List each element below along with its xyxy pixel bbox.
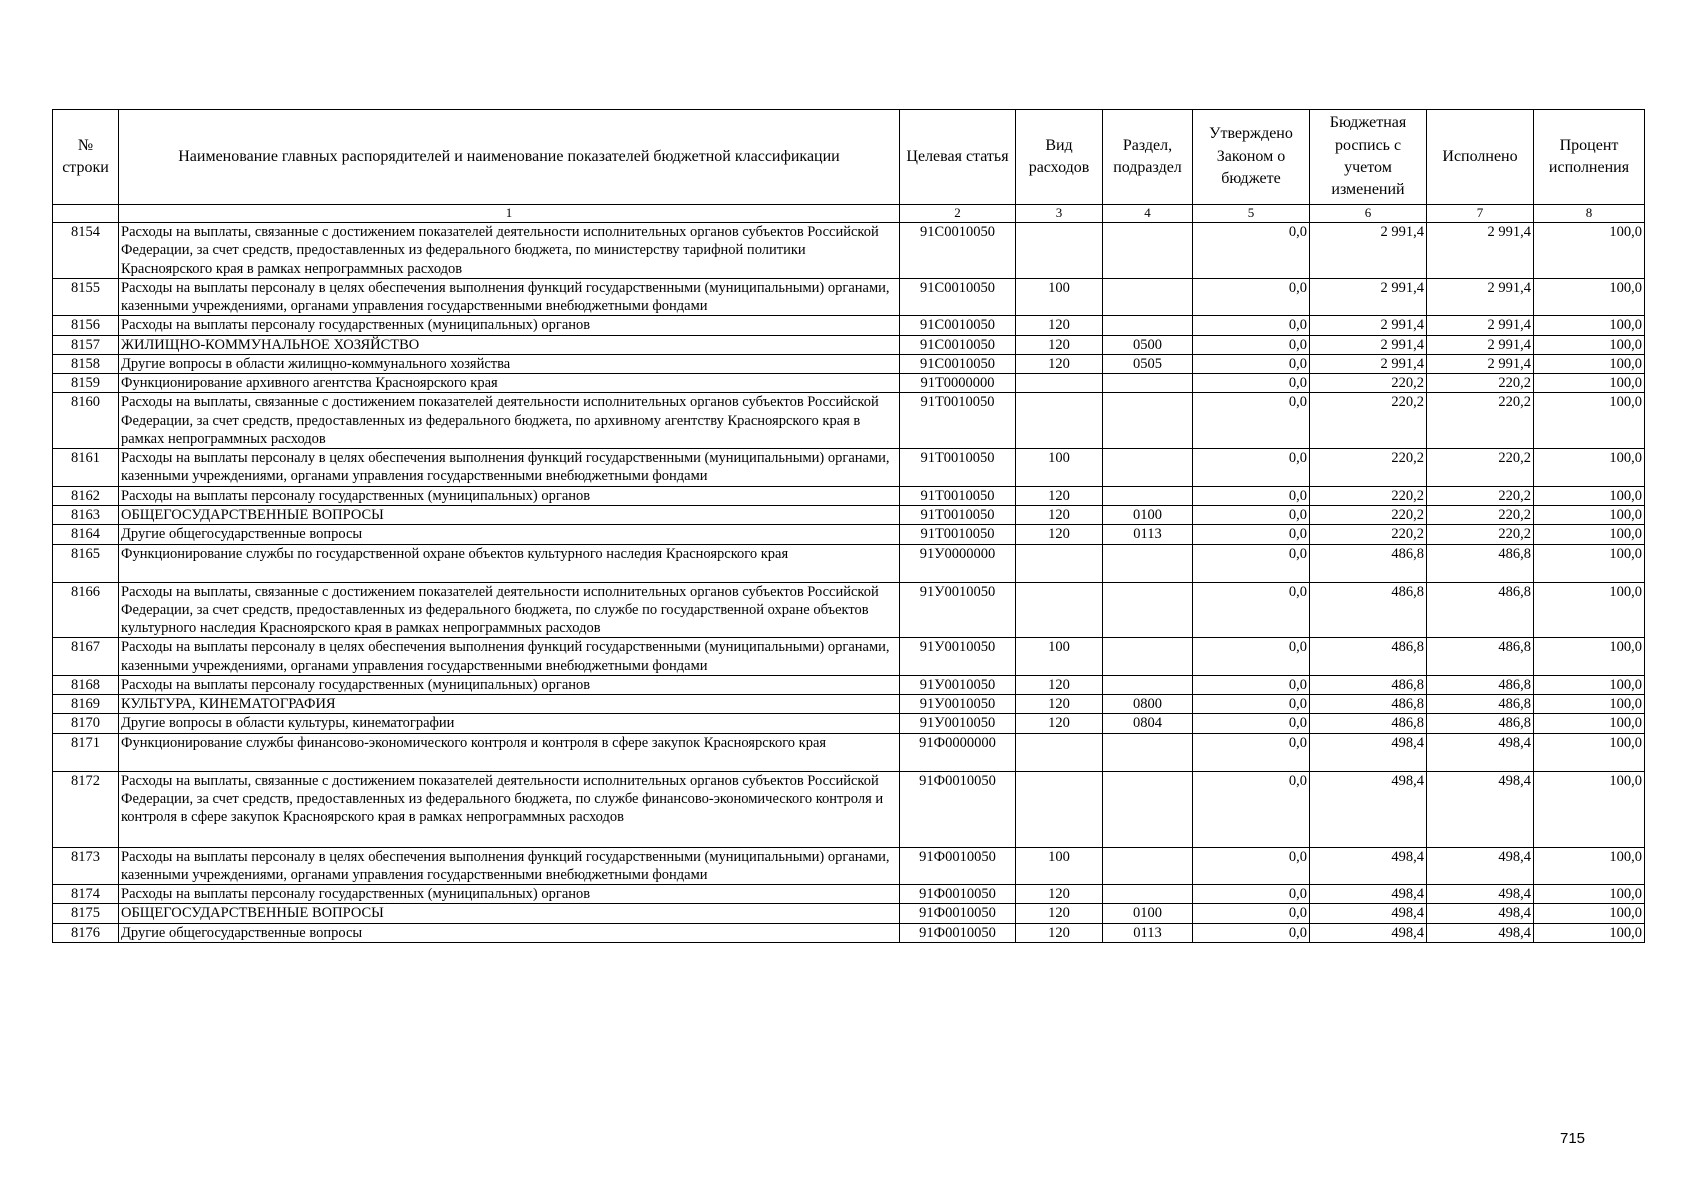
row-name-cell: Расходы на выплаты персоналу государственных (муниципальных) органов: [119, 675, 900, 694]
executed-amount-cell: 2 991,4: [1427, 354, 1534, 373]
row-name-cell: ОБЩЕГОСУДАРСТВЕННЫЕ ВОПРОСЫ: [119, 904, 900, 923]
percent-cell: 100,0: [1534, 904, 1645, 923]
section-cell: [1103, 771, 1193, 847]
percent-cell: 100,0: [1534, 771, 1645, 847]
section-cell: [1103, 278, 1193, 316]
table-row: [53, 354, 1645, 373]
expense-type-cell: 120: [1016, 316, 1103, 335]
executed-amount-cell: 498,4: [1427, 847, 1534, 885]
section-cell: [1103, 223, 1193, 279]
target-article-cell: 91Т0000000: [900, 374, 1016, 393]
section-cell: [1103, 316, 1193, 335]
approved-amount-cell: 0,0: [1193, 393, 1310, 449]
row-number-cell: 8157: [53, 335, 119, 354]
table-row: [53, 733, 1645, 771]
row-number-cell: 8170: [53, 714, 119, 733]
target-article-cell: 91С0010050: [900, 223, 1016, 279]
target-article-cell: 91У0010050: [900, 638, 1016, 676]
target-article-cell: 91Ф0010050: [900, 885, 1016, 904]
expense-type-cell: 120: [1016, 714, 1103, 733]
row-name-cell: КУЛЬТУРА, КИНЕМАТОГРАФИЯ: [119, 695, 900, 714]
executed-amount-cell: 498,4: [1427, 885, 1534, 904]
section-cell: [1103, 393, 1193, 449]
section-cell: 0804: [1103, 714, 1193, 733]
approved-amount-cell: 0,0: [1193, 904, 1310, 923]
expense-type-cell: 100: [1016, 638, 1103, 676]
column-number: 5: [1193, 205, 1310, 223]
budget-schedule-cell: 220,2: [1310, 374, 1427, 393]
table-row: [53, 582, 1645, 638]
approved-amount-cell: 0,0: [1193, 486, 1310, 505]
approved-amount-cell: 0,0: [1193, 505, 1310, 524]
target-article-cell: 91С0010050: [900, 335, 1016, 354]
approved-amount-cell: 0,0: [1193, 544, 1310, 582]
section-cell: [1103, 675, 1193, 694]
executed-amount-cell: 2 991,4: [1427, 335, 1534, 354]
page-number: 715: [1560, 1130, 1586, 1147]
header-expense-type: Вид расходов: [1016, 110, 1103, 205]
table-row: [53, 923, 1645, 942]
table-row: [53, 695, 1645, 714]
row-name-cell: Функционирование архивного агентства Красноярского края: [119, 374, 900, 393]
target-article-cell: 91С0010050: [900, 278, 1016, 316]
row-number-cell: 8160: [53, 393, 119, 449]
target-article-cell: 91Т0010050: [900, 505, 1016, 524]
percent-cell: 100,0: [1534, 582, 1645, 638]
target-article-cell: 91У0000000: [900, 544, 1016, 582]
executed-amount-cell: 2 991,4: [1427, 316, 1534, 335]
row-number-cell: 8175: [53, 904, 119, 923]
section-cell: [1103, 733, 1193, 771]
row-number-cell: 8174: [53, 885, 119, 904]
percent-cell: 100,0: [1534, 335, 1645, 354]
expense-type-cell: 120: [1016, 675, 1103, 694]
section-cell: 0113: [1103, 923, 1193, 942]
budget-schedule-cell: 486,8: [1310, 695, 1427, 714]
table-row: [53, 278, 1645, 316]
column-number: 4: [1103, 205, 1193, 223]
column-number: 1: [119, 205, 900, 223]
budget-schedule-cell: 498,4: [1310, 904, 1427, 923]
approved-amount-cell: 0,0: [1193, 449, 1310, 487]
header-section: Раздел, подраздел: [1103, 110, 1193, 205]
executed-amount-cell: 498,4: [1427, 771, 1534, 847]
row-name-cell: Другие вопросы в области жилищно-коммунального хозяйства: [119, 354, 900, 373]
executed-amount-cell: 498,4: [1427, 923, 1534, 942]
header-percent: Процент исполнения: [1534, 110, 1645, 205]
row-number-cell: 8155: [53, 278, 119, 316]
approved-amount-cell: 0,0: [1193, 675, 1310, 694]
table-row: [53, 525, 1645, 544]
row-name-cell: Расходы на выплаты, связанные с достижением показателей деятельности исполнительных органов субъектов Российской Федерации, за счет средств, предоставленных из федерального бюджета, по службе финансово-экономического контроля и контроля в сфере закупок Красноярского края в рамках непрограммных расходов: [119, 771, 900, 847]
target-article-cell: 91Т0010050: [900, 393, 1016, 449]
executed-amount-cell: 486,8: [1427, 582, 1534, 638]
approved-amount-cell: 0,0: [1193, 335, 1310, 354]
expense-type-cell: [1016, 393, 1103, 449]
executed-amount-cell: 220,2: [1427, 525, 1534, 544]
target-article-cell: 91Ф0010050: [900, 771, 1016, 847]
percent-cell: 100,0: [1534, 223, 1645, 279]
approved-amount-cell: 0,0: [1193, 278, 1310, 316]
section-cell: [1103, 638, 1193, 676]
row-number-cell: 8159: [53, 374, 119, 393]
executed-amount-cell: 486,8: [1427, 695, 1534, 714]
row-name-cell: Другие общегосударственные вопросы: [119, 525, 900, 544]
executed-amount-cell: 2 991,4: [1427, 223, 1534, 279]
approved-amount-cell: 0,0: [1193, 695, 1310, 714]
budget-schedule-cell: 220,2: [1310, 486, 1427, 505]
approved-amount-cell: 0,0: [1193, 223, 1310, 279]
percent-cell: 100,0: [1534, 923, 1645, 942]
budget-schedule-cell: 2 991,4: [1310, 223, 1427, 279]
table-row: [53, 393, 1645, 449]
percent-cell: 100,0: [1534, 449, 1645, 487]
section-cell: 0100: [1103, 505, 1193, 524]
expense-type-cell: 100: [1016, 847, 1103, 885]
budget-schedule-cell: 2 991,4: [1310, 335, 1427, 354]
budget-schedule-cell: 486,8: [1310, 675, 1427, 694]
expense-type-cell: 100: [1016, 449, 1103, 487]
table-row: [53, 223, 1645, 279]
executed-amount-cell: 220,2: [1427, 505, 1534, 524]
budget-schedule-cell: 486,8: [1310, 638, 1427, 676]
target-article-cell: 91У0010050: [900, 714, 1016, 733]
executed-amount-cell: 220,2: [1427, 374, 1534, 393]
approved-amount-cell: 0,0: [1193, 316, 1310, 335]
row-name-cell: Другие вопросы в области культуры, кинематографии: [119, 714, 900, 733]
row-name-cell: Расходы на выплаты персоналу в целях обеспечения выполнения функций государственными (муниципальными) органами, казенными учреждениями, органами управления государственными внебюджетными фондами: [119, 449, 900, 487]
approved-amount-cell: 0,0: [1193, 847, 1310, 885]
row-number-cell: 8172: [53, 771, 119, 847]
target-article-cell: 91Т0010050: [900, 486, 1016, 505]
expense-type-cell: [1016, 582, 1103, 638]
header-name: Наименование главных распорядителей и наименование показателей бюджетной классификации: [119, 110, 900, 205]
executed-amount-cell: 2 991,4: [1427, 278, 1534, 316]
budget-schedule-cell: 486,8: [1310, 544, 1427, 582]
section-cell: [1103, 847, 1193, 885]
section-cell: 0500: [1103, 335, 1193, 354]
row-name-cell: Функционирование службы финансово-экономического контроля и контроля в сфере закупок Красноярского края: [119, 733, 900, 771]
row-name-cell: Расходы на выплаты персоналу в целях обеспечения выполнения функций государственными (муниципальными) органами, казенными учреждениями, органами управления государственными внебюджетными фондами: [119, 278, 900, 316]
budget-schedule-cell: 2 991,4: [1310, 278, 1427, 316]
approved-amount-cell: 0,0: [1193, 354, 1310, 373]
percent-cell: 100,0: [1534, 695, 1645, 714]
table-row: [53, 638, 1645, 676]
expense-type-cell: [1016, 374, 1103, 393]
row-number-cell: 8168: [53, 675, 119, 694]
percent-cell: 100,0: [1534, 486, 1645, 505]
budget-schedule-cell: 498,4: [1310, 771, 1427, 847]
expense-type-cell: 120: [1016, 525, 1103, 544]
target-article-cell: 91Ф0010050: [900, 847, 1016, 885]
expense-type-cell: 120: [1016, 335, 1103, 354]
row-number-cell: 8154: [53, 223, 119, 279]
executed-amount-cell: 220,2: [1427, 486, 1534, 505]
row-name-cell: Расходы на выплаты персоналу в целях обеспечения выполнения функций государственными (муниципальными) органами, казенными учреждениями, органами управления государственными внебюджетными фондами: [119, 638, 900, 676]
header-executed: Исполнено: [1427, 110, 1534, 205]
table-row: [53, 449, 1645, 487]
percent-cell: 100,0: [1534, 393, 1645, 449]
row-number-cell: 8164: [53, 525, 119, 544]
row-name-cell: Расходы на выплаты персоналу государственных (муниципальных) органов: [119, 885, 900, 904]
section-cell: [1103, 885, 1193, 904]
budget-execution-table: [52, 109, 1645, 943]
section-cell: [1103, 544, 1193, 582]
expense-type-cell: 120: [1016, 505, 1103, 524]
row-number-cell: 8176: [53, 923, 119, 942]
row-number-cell: 8171: [53, 733, 119, 771]
header-row-no: № строки: [53, 110, 119, 205]
target-article-cell: 91С0010050: [900, 354, 1016, 373]
row-number-cell: 8167: [53, 638, 119, 676]
expense-type-cell: 120: [1016, 354, 1103, 373]
approved-amount-cell: 0,0: [1193, 638, 1310, 676]
budget-schedule-cell: 486,8: [1310, 714, 1427, 733]
expense-type-cell: [1016, 733, 1103, 771]
budget-schedule-cell: 498,4: [1310, 733, 1427, 771]
column-number: [53, 205, 119, 223]
table-row: [53, 675, 1645, 694]
budget-schedule-cell: 2 991,4: [1310, 316, 1427, 335]
expense-type-cell: [1016, 544, 1103, 582]
section-cell: 0100: [1103, 904, 1193, 923]
table-row: [53, 505, 1645, 524]
executed-amount-cell: 220,2: [1427, 393, 1534, 449]
header-approved: Утверждено Законом о бюджете: [1193, 110, 1310, 205]
row-number-cell: 8165: [53, 544, 119, 582]
target-article-cell: 91У0010050: [900, 695, 1016, 714]
target-article-cell: 91Ф0010050: [900, 923, 1016, 942]
table-row: [53, 486, 1645, 505]
approved-amount-cell: 0,0: [1193, 582, 1310, 638]
row-name-cell: Другие общегосударственные вопросы: [119, 923, 900, 942]
table-row: [53, 374, 1645, 393]
percent-cell: 100,0: [1534, 316, 1645, 335]
table-row: [53, 316, 1645, 335]
percent-cell: 100,0: [1534, 278, 1645, 316]
row-name-cell: Функционирование службы по государственной охране объектов культурного наследия Красноярского края: [119, 544, 900, 582]
target-article-cell: 91С0010050: [900, 316, 1016, 335]
approved-amount-cell: 0,0: [1193, 525, 1310, 544]
percent-cell: 100,0: [1534, 733, 1645, 771]
section-cell: 0505: [1103, 354, 1193, 373]
percent-cell: 100,0: [1534, 354, 1645, 373]
approved-amount-cell: 0,0: [1193, 374, 1310, 393]
row-number-cell: 8166: [53, 582, 119, 638]
expense-type-cell: 120: [1016, 904, 1103, 923]
percent-cell: 100,0: [1534, 885, 1645, 904]
approved-amount-cell: 0,0: [1193, 771, 1310, 847]
row-name-cell: Расходы на выплаты, связанные с достижением показателей деятельности исполнительных органов субъектов Российской Федерации, за счет средств, предоставленных из федерального бюджета, по службе по государственной охране объектов культурного наследия Красноярского края в рамках непрограммных расходов: [119, 582, 900, 638]
budget-schedule-cell: 2 991,4: [1310, 354, 1427, 373]
percent-cell: 100,0: [1534, 374, 1645, 393]
budget-schedule-cell: 220,2: [1310, 505, 1427, 524]
percent-cell: 100,0: [1534, 847, 1645, 885]
executed-amount-cell: 486,8: [1427, 544, 1534, 582]
row-name-cell: Расходы на выплаты персоналу в целях обеспечения выполнения функций государственными (муниципальными) органами, казенными учреждениями, органами управления государственными внебюджетными фондами: [119, 847, 900, 885]
target-article-cell: 91У0010050: [900, 675, 1016, 694]
approved-amount-cell: 0,0: [1193, 885, 1310, 904]
percent-cell: 100,0: [1534, 544, 1645, 582]
row-number-cell: 8162: [53, 486, 119, 505]
budget-schedule-cell: 220,2: [1310, 449, 1427, 487]
expense-type-cell: 120: [1016, 885, 1103, 904]
percent-cell: 100,0: [1534, 638, 1645, 676]
row-number-cell: 8161: [53, 449, 119, 487]
percent-cell: 100,0: [1534, 505, 1645, 524]
column-number: 3: [1016, 205, 1103, 223]
budget-schedule-cell: 498,4: [1310, 923, 1427, 942]
column-numbers-row: [53, 205, 1645, 223]
section-cell: 0113: [1103, 525, 1193, 544]
approved-amount-cell: 0,0: [1193, 733, 1310, 771]
expense-type-cell: [1016, 771, 1103, 847]
target-article-cell: 91Т0010050: [900, 525, 1016, 544]
row-name-cell: Расходы на выплаты персоналу государственных (муниципальных) органов: [119, 486, 900, 505]
target-article-cell: 91Ф0010050: [900, 904, 1016, 923]
table-row: [53, 904, 1645, 923]
approved-amount-cell: 0,0: [1193, 714, 1310, 733]
row-name-cell: Расходы на выплаты персоналу государственных (муниципальных) органов: [119, 316, 900, 335]
budget-schedule-cell: 486,8: [1310, 582, 1427, 638]
section-cell: [1103, 374, 1193, 393]
section-cell: [1103, 486, 1193, 505]
budget-schedule-cell: 220,2: [1310, 525, 1427, 544]
row-number-cell: 8163: [53, 505, 119, 524]
row-name-cell: Расходы на выплаты, связанные с достижением показателей деятельности исполнительных органов субъектов Российской Федерации, за счет средств, предоставленных из федерального бюджета, по министерству тарифной политики Красноярского края в рамках непрограммных расходов: [119, 223, 900, 279]
expense-type-cell: 100: [1016, 278, 1103, 316]
row-name-cell: ЖИЛИЩНО-КОММУНАЛЬНОЕ ХОЗЯЙСТВО: [119, 335, 900, 354]
percent-cell: 100,0: [1534, 525, 1645, 544]
expense-type-cell: 120: [1016, 486, 1103, 505]
executed-amount-cell: 220,2: [1427, 449, 1534, 487]
row-name-cell: Расходы на выплаты, связанные с достижением показателей деятельности исполнительных органов субъектов Российской Федерации, за счет средств, предоставленных из федерального бюджета, по архивному агентству Красноярского края в рамках непрограммных расходов: [119, 393, 900, 449]
executed-amount-cell: 498,4: [1427, 733, 1534, 771]
row-number-cell: 8156: [53, 316, 119, 335]
section-cell: [1103, 449, 1193, 487]
table-body: [53, 223, 1645, 943]
row-number-cell: 8173: [53, 847, 119, 885]
column-number: 7: [1427, 205, 1534, 223]
executed-amount-cell: 498,4: [1427, 904, 1534, 923]
expense-type-cell: [1016, 223, 1103, 279]
table-row: [53, 714, 1645, 733]
approved-amount-cell: 0,0: [1193, 923, 1310, 942]
row-number-cell: 8169: [53, 695, 119, 714]
expense-type-cell: 120: [1016, 923, 1103, 942]
target-article-cell: 91У0010050: [900, 582, 1016, 638]
table-row: [53, 544, 1645, 582]
table-row: [53, 771, 1645, 847]
row-number-cell: 8158: [53, 354, 119, 373]
section-cell: [1103, 582, 1193, 638]
target-article-cell: 91Т0010050: [900, 449, 1016, 487]
section-cell: 0800: [1103, 695, 1193, 714]
column-number: 2: [900, 205, 1016, 223]
budget-schedule-cell: 220,2: [1310, 393, 1427, 449]
header-budget-schedule: Бюджетная роспись с учетом изменений: [1310, 110, 1427, 205]
table-row: [53, 335, 1645, 354]
percent-cell: 100,0: [1534, 714, 1645, 733]
table-header: [53, 110, 1645, 223]
header-target-article: Целевая статья: [900, 110, 1016, 205]
row-name-cell: ОБЩЕГОСУДАРСТВЕННЫЕ ВОПРОСЫ: [119, 505, 900, 524]
budget-schedule-cell: 498,4: [1310, 847, 1427, 885]
executed-amount-cell: 486,8: [1427, 714, 1534, 733]
table-row: [53, 847, 1645, 885]
column-number: 6: [1310, 205, 1427, 223]
table-row: [53, 885, 1645, 904]
executed-amount-cell: 486,8: [1427, 675, 1534, 694]
target-article-cell: 91Ф0000000: [900, 733, 1016, 771]
column-number: 8: [1534, 205, 1645, 223]
executed-amount-cell: 486,8: [1427, 638, 1534, 676]
expense-type-cell: 120: [1016, 695, 1103, 714]
budget-schedule-cell: 498,4: [1310, 885, 1427, 904]
percent-cell: 100,0: [1534, 675, 1645, 694]
